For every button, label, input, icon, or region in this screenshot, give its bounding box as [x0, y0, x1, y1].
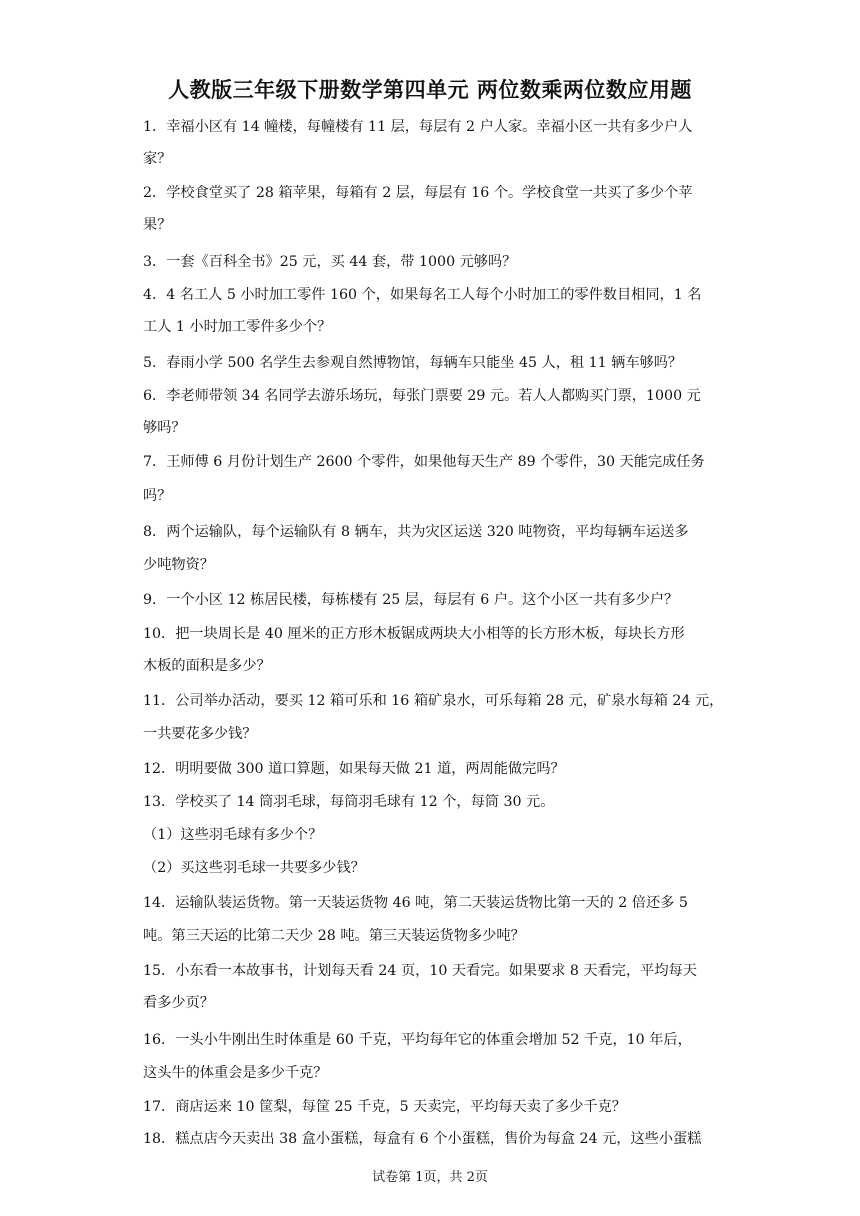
question-line: 6．李老师带领 34 名同学去游乐场玩，每张门票要 29 元。若人人都购买门票，1000 元 — [143, 388, 701, 404]
question-line: 够吗？ — [143, 420, 186, 436]
question-line: 一共要花多少钱？ — [143, 726, 257, 742]
question-line: 9．一个小区 12 栋居民楼，每栋楼有 25 层，每层有 6 户。这个小区一共有多少户？ — [143, 592, 679, 608]
question-line: 看多少页？ — [143, 995, 214, 1011]
question-line: （1）这些羽毛球有多少个？ — [143, 827, 323, 843]
question-line: 11．公司举办活动，要买 12 箱可乐和 16 箱矿泉水，可乐每箱 28 元，矿泉水每箱 24 元， — [143, 693, 724, 709]
page-title: 人教版三年级下册数学第四单元 两位数乘两位数应用题 — [168, 78, 692, 102]
question-line: 12．明明要做 300 道口算题，如果每天做 21 道，两周能做完吗？ — [143, 761, 565, 777]
question-line: 13．学校买了 14 筒羽毛球，每筒羽毛球有 12 个，每筒 30 元。 — [143, 794, 555, 810]
question-line: 16．一头小牛刚出生时体重是 60 千克，平均每年它的体重会增加 52 千克，10 年后， — [143, 1032, 692, 1048]
question-line: 吨。第三天运的比第二天少 28 吨。第三天装运货物多少吨？ — [143, 928, 525, 944]
question-line: 这头牛的体重会是多少千克？ — [143, 1065, 328, 1081]
question-line: 18．糕点店今天卖出 38 盒小蛋糕，每盒有 6 个小蛋糕，售价为每盒 24 元，这些小蛋糕 — [143, 1131, 702, 1147]
question-line: 2．学校食堂买了 28 箱苹果，每箱有 2 层，每层有 16 个。学校食堂一共买了多少个苹 — [143, 185, 693, 201]
question-line: 5．春雨小学 500 名学生去参观自然博物馆，每辆车只能坐 45 人，租 11 辆车够吗？ — [143, 355, 683, 371]
question-line: （2）买这些羽毛球一共要多少钱？ — [143, 860, 365, 876]
question-line: 17．商店运来 10 筐梨，每筐 25 千克，5 天卖完，平均每天卖了多少千克？ — [143, 1099, 626, 1115]
question-line: 3．一套《百科全书》25 元，买 44 套，带 1000 元够吗？ — [143, 254, 517, 270]
question-line: 1．幸福小区有 14 幢楼，每幢楼有 11 层，每层有 2 户人家。幸福小区一共有多少户人 — [143, 119, 693, 135]
question-line: 家？ — [143, 151, 172, 167]
question-line: 8．两个运输队，每个运输队有 8 辆车，共为灾区运送 320 吨物资，平均每辆车运送多 — [143, 524, 689, 540]
page-footer: 试卷第 1页，共 2页 — [372, 1170, 488, 1185]
question-line: 少吨物资？ — [143, 557, 214, 573]
question-line: 14．运输队装运货物。第一天装运货物 46 吨，第二天装运货物比第一天的 2 倍还多 5 — [143, 895, 688, 911]
question-line: 7．王师傅 6 月份计划生产 2600 个零件，如果他每天生产 89 个零件，30 天能完成任务 — [143, 454, 705, 470]
question-line: 10．把一块周长是 40 厘米的正方形木板锯成两块大小相等的长方形木板，每块长方形 — [143, 626, 685, 642]
question-line: 果？ — [143, 217, 172, 233]
question-line: 15．小东看一本故事书，计划每天看 24 页，10 天看完。如果要求 8 天看完，平均每天 — [143, 963, 697, 979]
question-line: 4．4 名工人 5 小时加工零件 160 个，如果每名工人每个小时加工的零件数目相同，1 名 — [143, 287, 702, 303]
question-line: 吗？ — [143, 488, 172, 504]
question-line: 木板的面积是多少？ — [143, 658, 271, 674]
question-line: 工人 1 小时加工零件多少个？ — [143, 319, 332, 335]
